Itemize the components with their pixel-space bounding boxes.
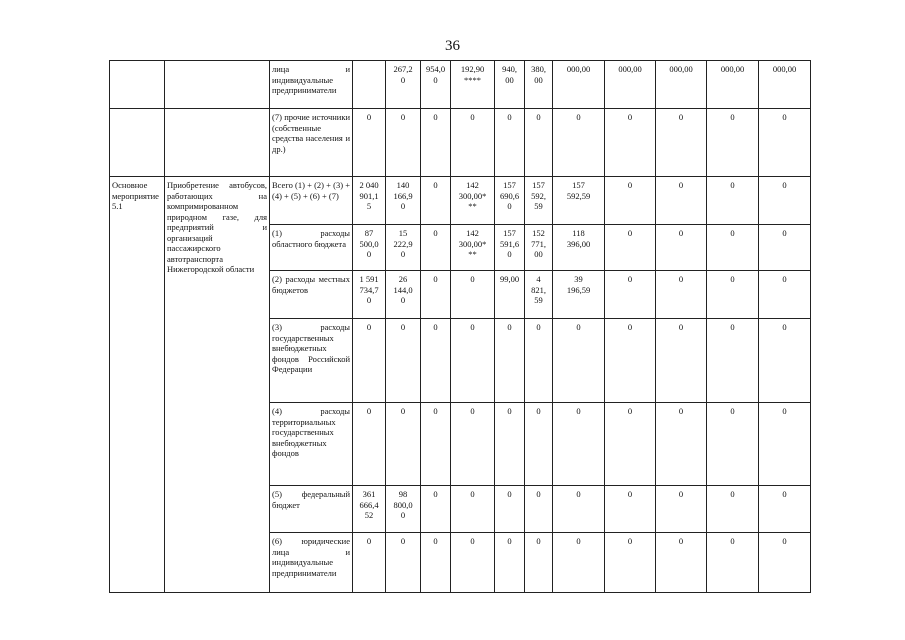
value-cell: 0 [605, 177, 656, 225]
value-cell: 0 [656, 109, 707, 177]
value-cell: 0 [421, 225, 451, 271]
measure-name-cell [165, 61, 270, 109]
value-cell: 0 [759, 225, 811, 271]
budget-table [109, 60, 811, 593]
value-cell: 0 [495, 403, 525, 486]
value-cell: 0 [386, 319, 421, 403]
measure-name-cell: Приобретение автобусов, работающих на компримированном природном газе, для предприятий и организаций пассажирского автотранспорта Нижегородской области [165, 177, 270, 593]
value-cell: 0 [759, 109, 811, 177]
value-cell: 000,00 [605, 61, 656, 109]
value-cell: 0 [707, 486, 759, 533]
value-cell: 0 [421, 109, 451, 177]
value-cell: 152 771, 00 [525, 225, 553, 271]
value-cell: 0 [386, 403, 421, 486]
table-row [110, 109, 811, 177]
value-cell: 000,00 [707, 61, 759, 109]
value-cell: 2 040 901,1 5 [353, 177, 386, 225]
value-cell: 380, 00 [525, 61, 553, 109]
value-cell: 0 [386, 109, 421, 177]
value-cell: 157 592, 59 [525, 177, 553, 225]
value-cell: 0 [707, 533, 759, 593]
source-label: (4) расходы территориальных государственных внебюджетных фондов [270, 403, 353, 486]
source-label: (6) юридические лица и индивидуальные предприниматели [270, 533, 353, 593]
value-cell: 118 396,00 [553, 225, 605, 271]
value-cell: 0 [451, 403, 495, 486]
value-cell: 0 [495, 109, 525, 177]
value-cell: 0 [353, 319, 386, 403]
value-cell: 0 [353, 109, 386, 177]
value-cell: 157 592,59 [553, 177, 605, 225]
value-cell: 0 [525, 109, 553, 177]
value-cell [353, 61, 386, 109]
value-cell: 0 [495, 533, 525, 593]
value-cell: 940, 00 [495, 61, 525, 109]
source-label: (1) расходы областного бюджета [270, 225, 353, 271]
source-label: (5) федеральный бюджет [270, 486, 353, 533]
value-cell: 000,00 [759, 61, 811, 109]
value-cell: 87 500,0 0 [353, 225, 386, 271]
value-cell: 0 [421, 533, 451, 593]
value-cell: 954,0 0 [421, 61, 451, 109]
value-cell: 000,00 [656, 61, 707, 109]
measure-code-cell: Основное мероприятие 5.1 [110, 177, 165, 593]
value-cell: 39 196,59 [553, 271, 605, 319]
value-cell: 157 690,6 0 [495, 177, 525, 225]
measure-name-cell [165, 109, 270, 177]
measure-code-cell [110, 109, 165, 177]
value-cell: 0 [451, 109, 495, 177]
table-body [110, 61, 811, 593]
value-cell: 1 591 734,7 0 [353, 271, 386, 319]
value-cell: 98 800,0 0 [386, 486, 421, 533]
value-cell: 000,00 [553, 61, 605, 109]
table-row [110, 61, 811, 109]
value-cell: 267,2 0 [386, 61, 421, 109]
value-cell: 192,90 **** [451, 61, 495, 109]
page-number: 36 [445, 38, 460, 54]
value-cell: 99,00 [495, 271, 525, 319]
value-cell: 0 [605, 271, 656, 319]
value-cell: 157 591,6 0 [495, 225, 525, 271]
value-cell: 0 [553, 109, 605, 177]
value-cell: 0 [707, 403, 759, 486]
value-cell: 0 [451, 533, 495, 593]
value-cell: 0 [553, 533, 605, 593]
source-label: (7) прочие источники (собственные средства населения и др.) [270, 109, 353, 177]
value-cell: 0 [759, 177, 811, 225]
value-cell: 0 [759, 271, 811, 319]
value-cell: 0 [421, 319, 451, 403]
value-cell: 0 [656, 177, 707, 225]
value-cell: 0 [421, 177, 451, 225]
value-cell: 26 144,0 0 [386, 271, 421, 319]
value-cell: 0 [605, 109, 656, 177]
source-label: Всего (1) + (2) + (3) + (4) + (5) + (6) + (7) [270, 177, 353, 225]
value-cell: 0 [707, 177, 759, 225]
value-cell: 0 [553, 319, 605, 403]
value-cell: 0 [605, 533, 656, 593]
value-cell: 0 [656, 271, 707, 319]
value-cell: 0 [553, 403, 605, 486]
value-cell: 0 [605, 319, 656, 403]
value-cell: 0 [605, 403, 656, 486]
value-cell: 0 [605, 225, 656, 271]
value-cell: 0 [707, 319, 759, 403]
value-cell: 0 [353, 533, 386, 593]
value-cell: 0 [656, 403, 707, 486]
value-cell: 0 [656, 533, 707, 593]
value-cell: 0 [525, 533, 553, 593]
value-cell: 0 [451, 271, 495, 319]
value-cell: 0 [386, 533, 421, 593]
value-cell: 0 [553, 486, 605, 533]
source-label: лица и индивидуальные предприниматели [270, 61, 353, 109]
table-row [110, 177, 811, 225]
value-cell: 0 [656, 225, 707, 271]
value-cell: 0 [707, 225, 759, 271]
value-cell: 0 [451, 319, 495, 403]
value-cell: 0 [525, 486, 553, 533]
value-cell: 0 [605, 486, 656, 533]
value-cell: 140 166,9 0 [386, 177, 421, 225]
value-cell: 0 [656, 486, 707, 533]
value-cell: 0 [495, 319, 525, 403]
value-cell: 0 [421, 486, 451, 533]
value-cell: 0 [353, 403, 386, 486]
value-cell: 0 [707, 109, 759, 177]
value-cell: 0 [525, 319, 553, 403]
value-cell: 0 [421, 403, 451, 486]
value-cell: 0 [525, 403, 553, 486]
value-cell: 0 [656, 319, 707, 403]
value-cell: 0 [759, 486, 811, 533]
value-cell: 361 666,4 52 [353, 486, 386, 533]
value-cell: 0 [451, 486, 495, 533]
value-cell: 142 300,00* ** [451, 225, 495, 271]
value-cell: 0 [707, 271, 759, 319]
source-label: (2) расходы местных бюджетов [270, 271, 353, 319]
value-cell: 142 300,00* ** [451, 177, 495, 225]
value-cell: 0 [759, 319, 811, 403]
value-cell: 0 [421, 271, 451, 319]
measure-code-cell [110, 61, 165, 109]
value-cell: 0 [759, 403, 811, 486]
value-cell: 0 [495, 486, 525, 533]
value-cell: 4 821, 59 [525, 271, 553, 319]
value-cell: 15 222,9 0 [386, 225, 421, 271]
value-cell: 0 [759, 533, 811, 593]
source-label: (3) расходы государственных внебюджетных фондов Российской Федерации [270, 319, 353, 403]
